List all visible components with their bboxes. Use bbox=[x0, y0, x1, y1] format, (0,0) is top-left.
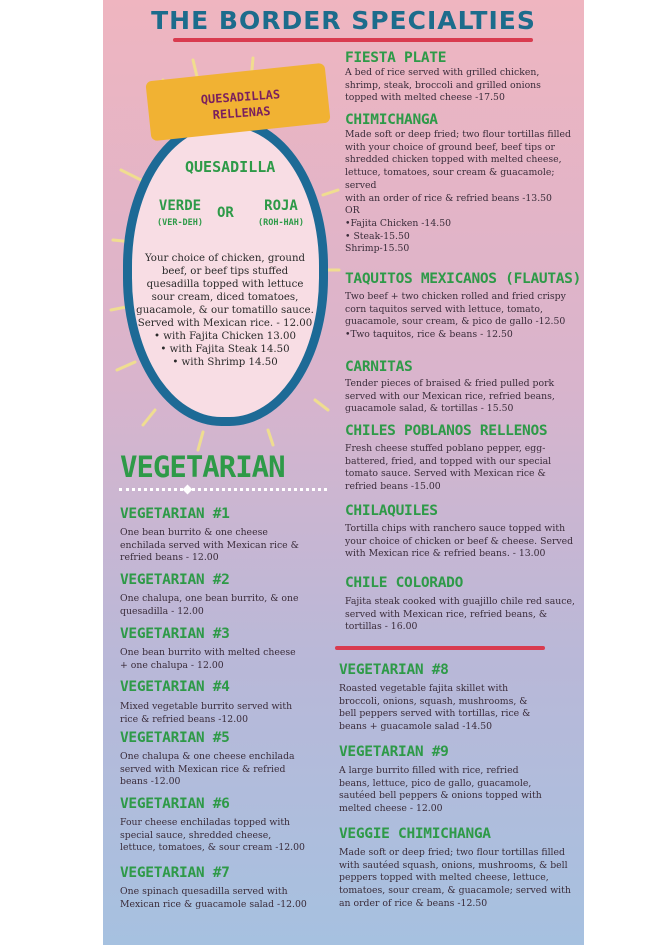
item-desc: Fresh cheese stuffed poblano pepper, egg- battered, fried, and topped with our special tomato sauce. Served with Mexican rice & refried beans -15.00 bbox=[345, 443, 552, 493]
item-desc: Made soft or deep fried; two flour tortillas filled with your choice of ground beef, beef tips or shredded chicken topped with melted cheese, lettuce, tomatoes, sour cream & guacamole; served with an order of rice & refried beans -13.50 OR •Fajita Chicken -14.50 • Steak-15.50 Shrimp-15.50 bbox=[345, 129, 571, 255]
diamond-ornament bbox=[183, 485, 193, 495]
item-name: CHILES POBLANOS RELLENOS bbox=[345, 423, 548, 439]
item-desc: One bean burrito with melted cheese + one chalupa - 12.00 bbox=[120, 647, 296, 671]
item-name: VEGETARIAN #3 bbox=[120, 626, 230, 642]
item-name: CHIMICHANGA bbox=[345, 112, 438, 128]
or-label: OR bbox=[217, 205, 234, 221]
quesadilla-description: Your choice of chicken, ground beef, or beef tips stuffed quesadilla topped with lettuce sour cream, diced tomatoes, guacamole, & our tomatillo sauce. Served with Mexican rice. - 12.00 • with Fajita Chicken 13.00 • with Fajita Steak 14.50 • with Shrimp 14.50 bbox=[136, 253, 314, 368]
item-desc: A bed of rice served with grilled chicken, shrimp, steak, broccoli and grilled onions topped with melted cheese -17.50 bbox=[345, 67, 541, 104]
quesadilla-heading: QUESADILLA bbox=[185, 158, 276, 176]
item-desc: Mixed vegetable burrito served with rice & refried beans -12.00 bbox=[120, 701, 293, 725]
item-desc: Four cheese enchiladas topped with special sauce, shredded cheese, lettuce, tomatoes, & sour cream -12.00 bbox=[120, 817, 305, 854]
item-name: VEGETARIAN #5 bbox=[120, 730, 230, 746]
item-name: VEGETARIAN #4 bbox=[120, 679, 230, 695]
roja-label: ROJA bbox=[264, 198, 298, 214]
item-desc: One chalupa, one bean burrito, & one quesadilla - 12.00 bbox=[120, 593, 299, 617]
item-desc: Tortilla chips with ranchero sauce topped with your choice of chicken or beef & cheese. Served with Mexican rice & refried beans. - 13.00 bbox=[345, 523, 574, 560]
item-name: CHILE COLORADO bbox=[345, 575, 464, 591]
item-name: VEGETARIAN #7 bbox=[120, 865, 230, 881]
item-name: TAQUITOS MEXICANOS (FLAUTAS) bbox=[345, 271, 582, 287]
verde-pronunciation: (VER-DEH) bbox=[156, 218, 204, 228]
item-name: VEGETARIAN #1 bbox=[120, 506, 230, 522]
verde-label: VERDE bbox=[158, 198, 202, 214]
menu-page bbox=[103, 0, 584, 945]
item-name: CHILAQUILES bbox=[345, 503, 438, 519]
item-desc: One bean burrito & one cheese enchilada served with Mexican rice & refried beans - 12.00 bbox=[120, 527, 299, 564]
item-desc: Made soft or deep fried; two flour tortillas filled with sautéed squash, onions, mushrooms, & bell peppers topped with melted cheese, lettuce, tomatoes, sour cream, & guacamole; served with an order of rice & beans -12.50 bbox=[339, 847, 571, 909]
roja-pronunciation: (ROH-HAH) bbox=[257, 218, 305, 228]
item-name: VEGGIE CHIMICHANGA bbox=[339, 826, 491, 842]
vegetarian-heading: VEGETARIAN bbox=[120, 450, 285, 484]
item-name: VEGETARIAN #8 bbox=[339, 662, 449, 678]
dotted-divider bbox=[119, 488, 327, 491]
menu-title: THE BORDER SPECIALTIES bbox=[151, 6, 536, 35]
item-desc: One chalupa & one cheese enchilada served with Mexican rice & refried beans -12.00 bbox=[120, 751, 295, 788]
item-desc: One spinach quesadilla served with Mexican rice & guacamole salad -12.00 bbox=[120, 886, 307, 910]
quesadillas-banner-text: QUESADILLAS RELLENAS bbox=[200, 87, 281, 122]
item-name: VEGETARIAN #9 bbox=[339, 744, 449, 760]
item-desc: Fajita steak cooked with guajillo chile red sauce, served with Mexican rice, refried beans, & tortillas - 16.00 bbox=[345, 596, 575, 633]
section-divider bbox=[335, 646, 545, 650]
item-desc: Two beef + two chicken rolled and fried crispy corn taquitos served with lettuce, tomato, guacamole, sour cream, & pico de gallo -12.50 •Two taquitos, rice & beans - 12.50 bbox=[345, 291, 566, 341]
item-desc: Roasted vegetable fajita skillet with broccoli, onions, squash, mushrooms, & bell peppers served with tortillas, rice & beans + guacamole salad -14.50 bbox=[339, 683, 531, 733]
item-name: VEGETARIAN #2 bbox=[120, 572, 230, 588]
item-desc: Tender pieces of braised & fried pulled pork served with our Mexican rice, refried beans, guacamole salad, & tortillas - 15.50 bbox=[345, 378, 555, 415]
item-desc: A large burrito filled with rice, refried beans, lettuce, pico de gallo, guacamole, sautéed bell peppers & onions topped with melted cheese - 12.00 bbox=[339, 765, 542, 815]
item-name: VEGETARIAN #6 bbox=[120, 796, 230, 812]
item-name: FIESTA PLATE bbox=[345, 50, 447, 66]
item-name: CARNITAS bbox=[345, 359, 413, 375]
